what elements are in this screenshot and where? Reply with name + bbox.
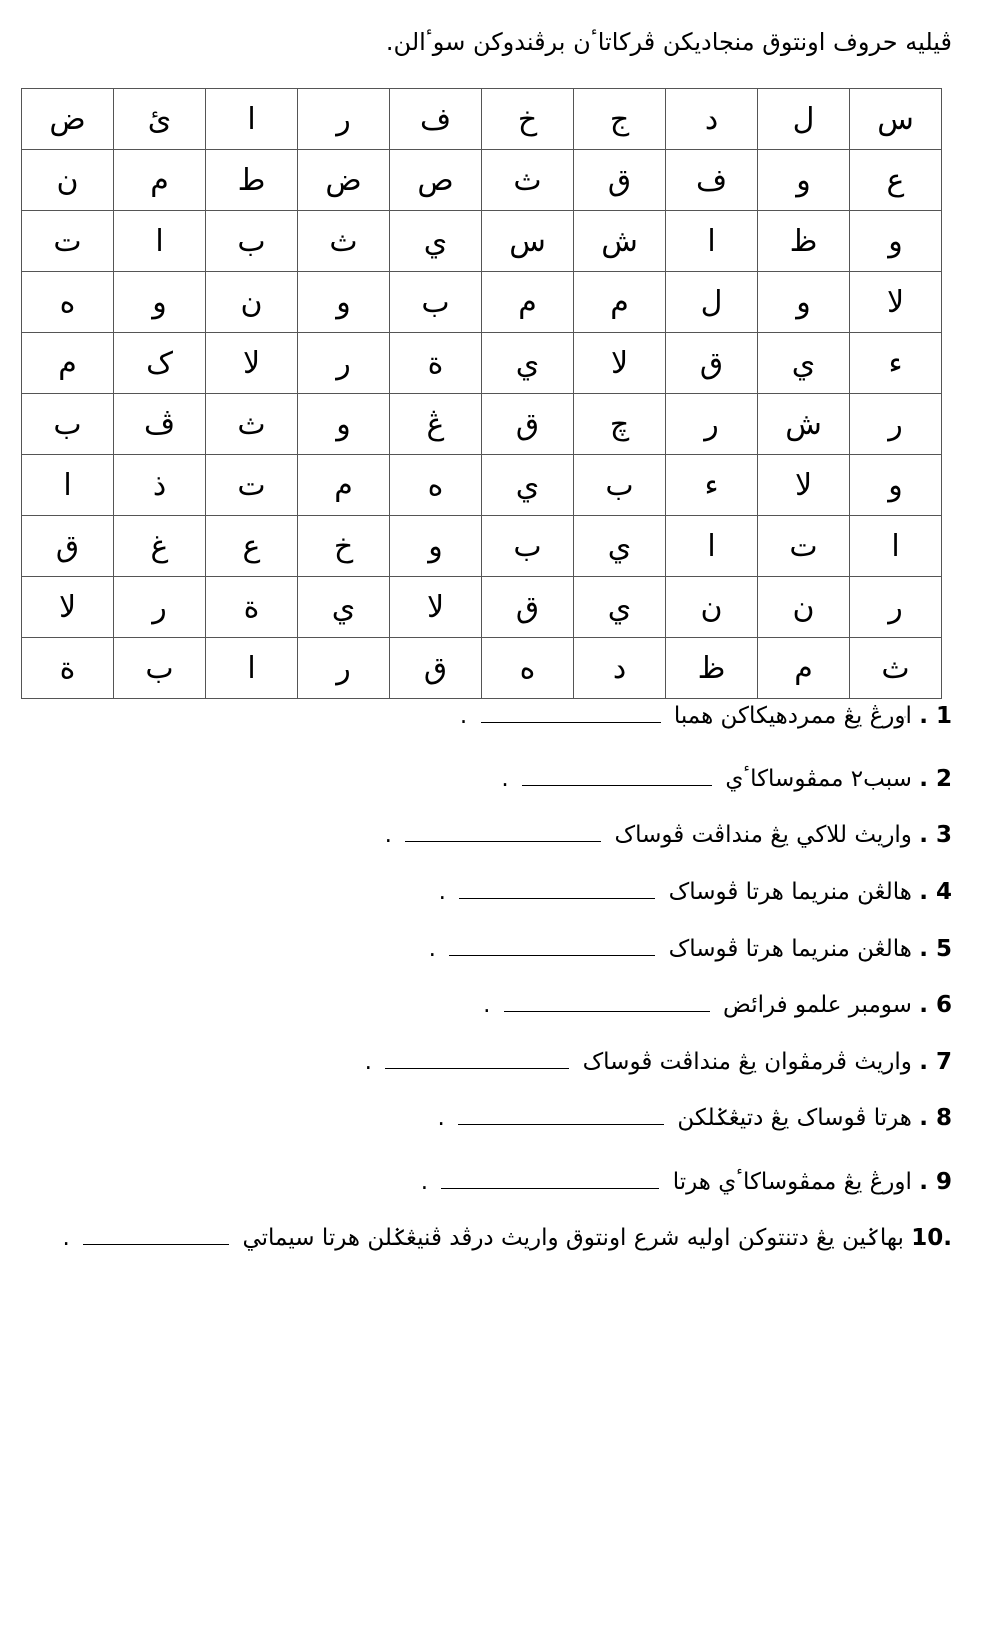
grid-cell[interactable]: ن (758, 577, 850, 638)
question-end: . (420, 1169, 429, 1195)
grid-cell[interactable]: غ (114, 516, 206, 577)
question-number: 8 . (919, 1105, 952, 1131)
question-7 (365, 1045, 952, 1079)
answer-blank[interactable] (385, 1046, 569, 1069)
grid-cell[interactable]: و (758, 150, 850, 211)
grid-cell[interactable]: ل (666, 272, 758, 333)
grid-cell[interactable]: ا (114, 211, 206, 272)
question-text: واريث للاکي يڠ منداڤت ڤوساک (614, 822, 912, 848)
grid-cell[interactable]: ت (206, 455, 298, 516)
question-number: 4 . (919, 879, 952, 905)
grid-cell[interactable]: ي (574, 516, 666, 577)
grid-cell[interactable]: ي (390, 211, 482, 272)
question-text: هالڠن منريما هرتا ڤوساک (668, 936, 912, 962)
grid-row (22, 333, 942, 394)
grid-cell[interactable]: ي (758, 333, 850, 394)
grid-cell[interactable]: م (298, 455, 390, 516)
grid-row (22, 150, 942, 211)
grid-cell[interactable]: ڠ (390, 394, 482, 455)
question-end: . (459, 703, 468, 729)
question-number: 9 . (919, 1169, 952, 1195)
grid-cell[interactable]: لا (22, 577, 114, 638)
grid-cell[interactable]: خ (482, 89, 574, 150)
grid-cell[interactable]: ي (298, 577, 390, 638)
grid-cell[interactable]: ع (206, 516, 298, 577)
answer-blank[interactable] (405, 819, 601, 842)
grid-cell[interactable]: و (850, 211, 942, 272)
question-text: واريث ڤرمڤوان يڠ منداڤت ڤوساک (582, 1049, 912, 1075)
answer-blank[interactable] (522, 763, 712, 786)
grid-cell[interactable]: ء (850, 333, 942, 394)
grid-cell[interactable]: ث (298, 211, 390, 272)
grid-cell[interactable]: ن (22, 150, 114, 211)
grid-cell[interactable]: ف (666, 150, 758, 211)
grid-row (22, 638, 942, 699)
grid-cell[interactable]: د (666, 89, 758, 150)
answer-blank[interactable] (449, 933, 655, 956)
grid-cell[interactable]: ب (22, 394, 114, 455)
question-end: . (428, 936, 436, 962)
grid-cell[interactable]: س (850, 89, 942, 150)
grid-cell[interactable]: ب (206, 211, 298, 272)
grid-cell[interactable]: ي (482, 455, 574, 516)
grid-cell[interactable]: ض (298, 150, 390, 211)
question-end: . (62, 1225, 70, 1251)
grid-cell[interactable]: لا (390, 577, 482, 638)
grid-cell[interactable]: م (758, 638, 850, 699)
grid-cell[interactable]: ث (482, 150, 574, 211)
grid-cell[interactable]: ق (22, 516, 114, 577)
grid-cell[interactable]: ظ (666, 638, 758, 699)
grid-cell[interactable]: ي (574, 577, 666, 638)
grid-cell[interactable]: لا (206, 333, 298, 394)
grid-row (22, 516, 942, 577)
grid-cell[interactable]: ذ (114, 455, 206, 516)
grid-cell[interactable]: ب (574, 455, 666, 516)
grid-cell[interactable]: و (758, 272, 850, 333)
grid-cell[interactable]: لا (574, 333, 666, 394)
grid-row (22, 272, 942, 333)
question-text: اورڠ يڠ ممردهيکاکن همبا (673, 703, 912, 729)
answer-blank[interactable] (504, 989, 710, 1012)
grid-cell[interactable]: ر (298, 89, 390, 150)
question-end: . (364, 1049, 372, 1075)
grid-cell[interactable]: لا (850, 272, 942, 333)
grid-cell[interactable]: ش (758, 394, 850, 455)
grid-cell[interactable]: و (114, 272, 206, 333)
instruction-text: ڤيليه حروف اونتوق منجاديکن ڤرکاتاٴن برڤندوکن سوٴالن. (385, 28, 952, 56)
grid-cell[interactable]: ج (574, 89, 666, 150)
question-text: سبب٢ ممڤوساکاٴي (725, 766, 912, 792)
question-5 (429, 932, 952, 966)
grid-cell[interactable]: و (850, 455, 942, 516)
grid-cell[interactable]: ر (850, 394, 942, 455)
question-number: 1 . (919, 703, 952, 729)
grid-cell[interactable]: ا (22, 455, 114, 516)
question-end: . (437, 1105, 445, 1131)
grid-cell[interactable]: ء (666, 455, 758, 516)
question-text: بهاݢين يڠ دتنتوکن اوليه شرع اونتوق واريث درڤد ڤنيڠݢلن هرتا سيماتي (242, 1225, 904, 1251)
grid-cell[interactable]: ث (206, 394, 298, 455)
answer-blank[interactable] (83, 1222, 229, 1245)
answer-blank[interactable] (459, 876, 655, 899)
grid-cell[interactable]: ق (574, 150, 666, 211)
question-number: 2 . (919, 766, 952, 792)
grid-cell[interactable]: ب (114, 638, 206, 699)
grid-cell[interactable]: ظ (758, 211, 850, 272)
grid-cell[interactable]: لا (758, 455, 850, 516)
question-end: . (501, 766, 509, 792)
word-search-grid (21, 88, 942, 699)
grid-cell[interactable]: ي (482, 333, 574, 394)
grid-cell[interactable]: ث (850, 638, 942, 699)
grid-cell[interactable]: ض (22, 89, 114, 150)
question-6 (483, 988, 952, 1022)
grid-cell[interactable]: ر (298, 333, 390, 394)
grid-cell[interactable]: ا (206, 638, 298, 699)
question-3 (385, 818, 952, 852)
grid-cell[interactable]: ق (482, 394, 574, 455)
question-number: 6 . (919, 992, 952, 1018)
grid-row (22, 394, 942, 455)
question-8 (437, 1101, 952, 1135)
grid-cell[interactable]: ب (482, 516, 574, 577)
grid-row (22, 455, 942, 516)
grid-row (22, 211, 942, 272)
grid-cell[interactable]: ن (666, 577, 758, 638)
grid-cell[interactable]: ق (666, 333, 758, 394)
grid-cell[interactable]: ش (574, 211, 666, 272)
grid-cell[interactable]: خ (298, 516, 390, 577)
grid-cell[interactable]: چ (574, 394, 666, 455)
grid-cell[interactable]: ک (114, 333, 206, 394)
grid-cell[interactable]: م (22, 333, 114, 394)
grid-cell[interactable]: ت (758, 516, 850, 577)
question-1 (460, 699, 952, 733)
answer-blank[interactable] (441, 1166, 659, 1189)
grid-cell[interactable]: ص (390, 150, 482, 211)
grid-cell[interactable]: ا (206, 89, 298, 150)
grid-cell[interactable]: ر (114, 577, 206, 638)
grid-cell[interactable]: ا (850, 516, 942, 577)
grid-cell[interactable]: ه (390, 455, 482, 516)
grid-cell[interactable]: و (390, 516, 482, 577)
question-end: . (483, 992, 491, 1018)
grid-cell[interactable]: ع (850, 150, 942, 211)
question-text: اورڠ يڠ ممڤوساکاٴي هرتا (672, 1169, 912, 1195)
question-text: هالڠن منريما هرتا ڤوساک (668, 879, 912, 905)
grid-cell[interactable]: م (574, 272, 666, 333)
grid-cell[interactable]: ر (298, 638, 390, 699)
grid-cell[interactable]: د (574, 638, 666, 699)
grid-cell[interactable]: ر (850, 577, 942, 638)
question-number: 3 . (919, 822, 952, 848)
grid-cell[interactable]: ط (206, 150, 298, 211)
grid-cell[interactable]: ق (482, 577, 574, 638)
question-number: 7 . (919, 1049, 952, 1075)
grid-cell[interactable]: ة (390, 333, 482, 394)
grid-cell[interactable]: و (298, 394, 390, 455)
grid-cell[interactable]: ن (206, 272, 298, 333)
question-end: . (438, 879, 446, 905)
grid-cell[interactable]: ر (666, 394, 758, 455)
question-4 (439, 875, 952, 909)
question-end: . (384, 822, 392, 848)
question-10 (63, 1221, 953, 1255)
grid-cell[interactable]: ه (22, 272, 114, 333)
grid-cell[interactable]: ت (22, 211, 114, 272)
grid-cell[interactable]: ا (666, 211, 758, 272)
grid-cell[interactable]: س (482, 211, 574, 272)
question-2 (501, 762, 952, 796)
grid-cell[interactable]: ڤ (114, 394, 206, 455)
grid-cell[interactable]: ف (390, 89, 482, 150)
grid-row (22, 89, 942, 150)
grid-cell[interactable]: ة (206, 577, 298, 638)
grid-cell[interactable]: ة (22, 638, 114, 699)
grid-cell[interactable]: ب (390, 272, 482, 333)
grid-cell[interactable]: م (114, 150, 206, 211)
grid-cell[interactable]: ل (758, 89, 850, 150)
grid-cell[interactable]: و (298, 272, 390, 333)
grid-cell[interactable]: م (482, 272, 574, 333)
question-number: .10 (911, 1225, 952, 1251)
question-number: 5 . (919, 936, 952, 962)
grid-row (22, 577, 942, 638)
grid-cell[interactable]: ق (390, 638, 482, 699)
grid-cell[interactable]: ه (482, 638, 574, 699)
answer-blank[interactable] (481, 700, 661, 723)
answer-blank[interactable] (458, 1102, 664, 1125)
question-text: سومبر علمو فرائض (723, 992, 912, 1018)
question-9 (421, 1165, 952, 1199)
grid-cell[interactable]: ا (666, 516, 758, 577)
question-text: هرتا ڤوساک يڠ دتيڠݢلکن (677, 1105, 912, 1131)
grid-cell[interactable]: ئ (114, 89, 206, 150)
